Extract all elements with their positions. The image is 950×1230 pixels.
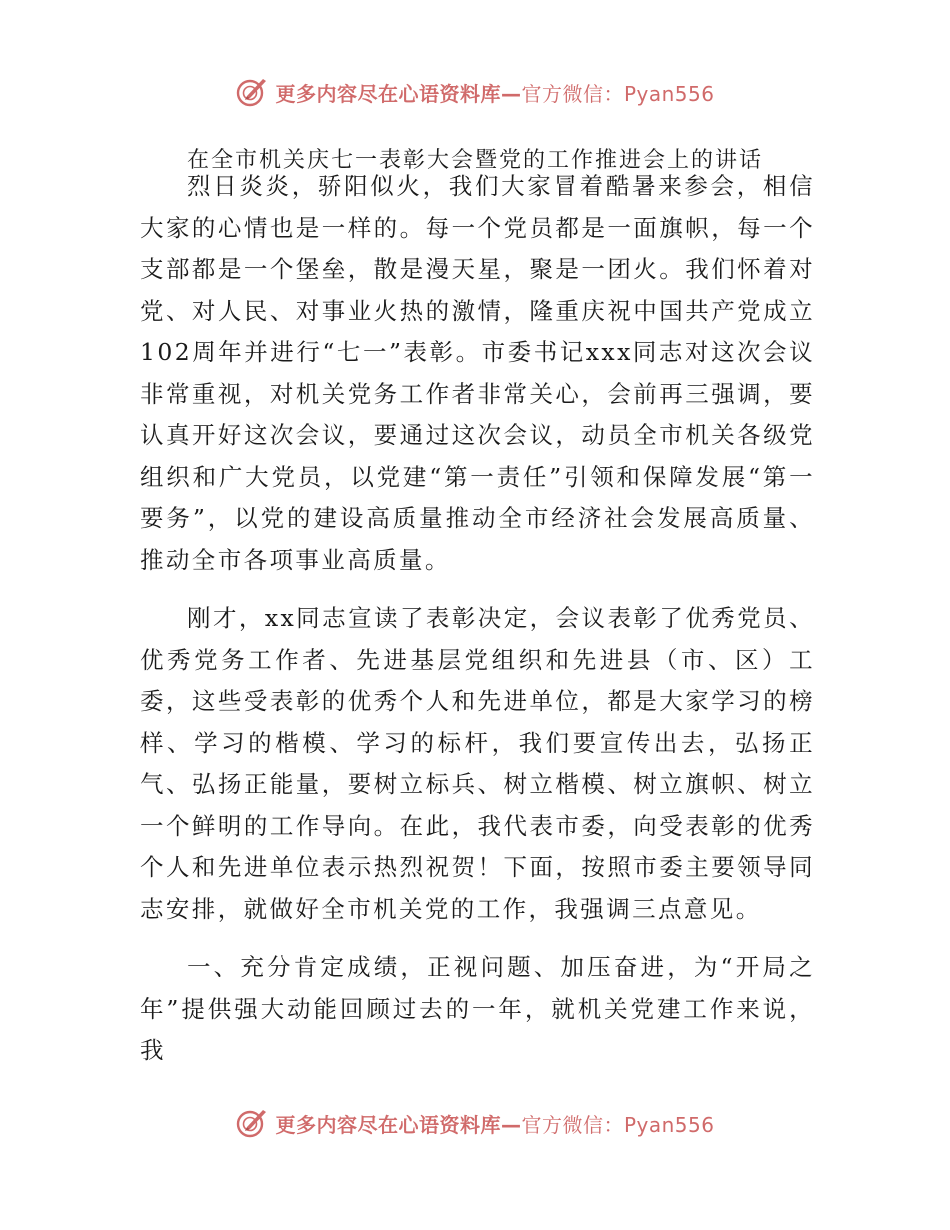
- header-banner-wechat: 官方微信：Pyan556: [521, 81, 715, 106]
- header-banner-main: 更多内容尽在心语资料库—: [275, 81, 522, 106]
- footer-watermark-banner: [0, 1103, 950, 1143]
- document-body: [140, 166, 815, 1072]
- quill-seal-icon: [235, 75, 269, 109]
- header-banner-text: [275, 78, 714, 107]
- quill-seal-icon: [235, 1106, 269, 1140]
- document-title: 在全市机关庆七一表彰大会暨党的工作推进会上的讲话: [186, 148, 763, 173]
- footer-banner-main: 更多内容尽在心语资料库—: [275, 1112, 522, 1137]
- body-paragraph: 烈日炎炎，骄阳似火，我们大家冒着酷暑来参会，相信大家的心情也是一样的。每一个党员都是一面旗帜，每一个支部都是一个堡垒，散是漫天星，聚是一团火。我们怀着对党、对人民、对事业火热的激情，隆重庆祝中国共产党成立102周年并进行“七一”表彰。市委书记xxx同志对这次会议非常重视，对机关党务工作者非常关心，会前再三强调，要认真开好这次会议，要通过这次会议，动员全市机关各级党组织和广大党员，以党建“第一责任”引领和保障发展“第一要务”，以党的建设高质量推动全市经济社会发展高质量、推动全市各项事业高质量。: [140, 172, 815, 574]
- footer-banner-text: [275, 1109, 714, 1138]
- header-watermark-banner: [0, 72, 950, 112]
- body-paragraph: 刚才，xx同志宣读了表彰决定，会议表彰了优秀党员、优秀党务工作者、先进基层党组织和先进县（市、区）工委，这些受表彰的优秀个人和先进单位，都是大家学习的榜样、学习的楷模、学习的标杆，我们要宣传出去，弘扬正气、弘扬正能量，要树立标兵、树立楷模、树立旗帜、树立一个鲜明的工作导向。在此，我代表市委，向受表彰的优秀个人和先进单位表示热烈祝贺！下面，按照市委主要领导同志安排，就做好全市机关党的工作，我强调三点意见。: [140, 604, 815, 923]
- body-paragraph: 一、充分肯定成绩，正视问题、加压奋进，为“开局之年”提供强大动能回顾过去的一年，就机关党建工作来说，我: [140, 953, 815, 1064]
- footer-banner-wechat: 官方微信：Pyan556: [521, 1112, 715, 1137]
